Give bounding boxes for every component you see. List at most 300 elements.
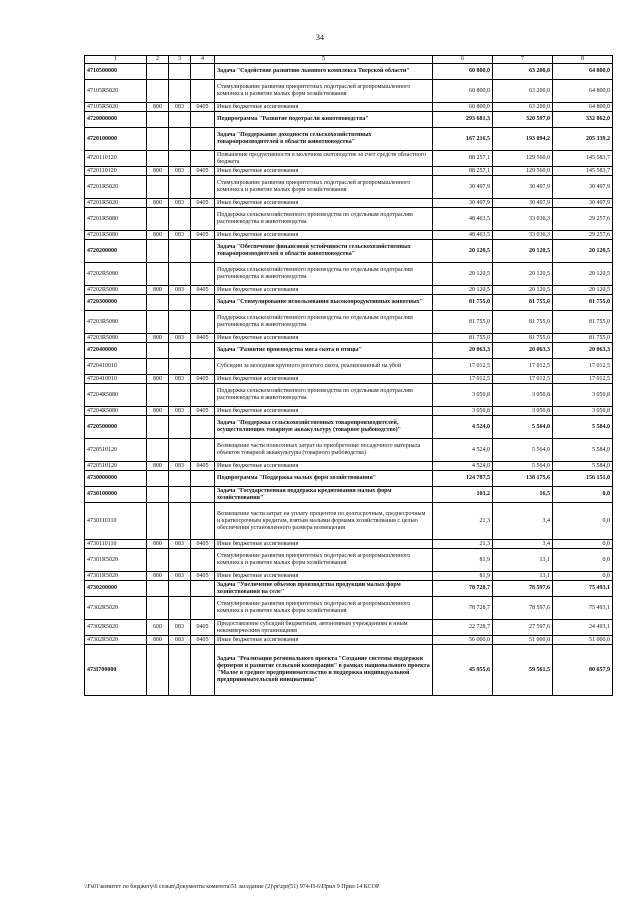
code-cell: 47302R5020 bbox=[85, 620, 147, 636]
section-cell bbox=[191, 151, 215, 167]
ministry-cell bbox=[169, 64, 191, 80]
amount-2019-cell: 88 257,1 bbox=[433, 167, 493, 176]
ministry-cell: 083 bbox=[169, 286, 191, 295]
amount-2020-cell: 17 012,5 bbox=[493, 375, 553, 384]
type-cell: 800 bbox=[147, 334, 169, 343]
table-row bbox=[85, 128, 613, 151]
code-cell: 4720410010 bbox=[85, 359, 147, 375]
ministry-cell bbox=[169, 112, 191, 128]
amount-2020-cell: 13,1 bbox=[493, 549, 553, 572]
amount-2020-cell: 63 200,0 bbox=[493, 64, 553, 80]
table-row bbox=[85, 343, 613, 359]
amount-2021-cell: 156 151,0 bbox=[553, 471, 613, 487]
section-cell bbox=[191, 581, 215, 597]
type-cell: 800 bbox=[147, 286, 169, 295]
table-row bbox=[85, 240, 613, 263]
code-cell: 4720510120 bbox=[85, 462, 147, 471]
type-cell: 800 bbox=[147, 462, 169, 471]
amount-2020-cell: 20 120,5 bbox=[493, 263, 553, 286]
name-cell: Задача "Содействие развитию льняного комплекса Тверской области" bbox=[215, 64, 433, 80]
type-cell bbox=[147, 359, 169, 375]
table-row bbox=[85, 462, 613, 471]
section-cell: 0405 bbox=[191, 540, 215, 549]
amount-2019-cell: 81 755,0 bbox=[433, 311, 493, 334]
amount-2019-cell: 4 524,0 bbox=[433, 439, 493, 462]
table-row bbox=[85, 64, 613, 80]
amount-2021-cell: 20 063,3 bbox=[553, 343, 613, 359]
amount-2019-cell: 48 463,5 bbox=[433, 231, 493, 240]
amount-2020-cell: 30 497,9 bbox=[493, 176, 553, 199]
type-cell bbox=[147, 439, 169, 462]
code-cell: 4720410010 bbox=[85, 375, 147, 384]
code-cell: 47203R5080 bbox=[85, 334, 147, 343]
amount-2021-cell: 5 584,0 bbox=[553, 416, 613, 439]
section-cell: 0405 bbox=[191, 199, 215, 208]
type-cell: 600 bbox=[147, 620, 169, 636]
section-cell bbox=[191, 416, 215, 439]
ministry-cell bbox=[169, 597, 191, 620]
amount-2019-cell: 103,2 bbox=[433, 487, 493, 503]
section-cell bbox=[191, 112, 215, 128]
code-cell: 4710500000 bbox=[85, 64, 147, 80]
ministry-cell bbox=[169, 176, 191, 199]
type-cell bbox=[147, 471, 169, 487]
amount-2021-cell: 81 755,0 bbox=[553, 295, 613, 311]
name-cell: Подпрограмма "Поддержка малых форм хозяйствования" bbox=[215, 471, 433, 487]
code-cell: 4730000000 bbox=[85, 471, 147, 487]
code-cell: 4720110120 bbox=[85, 151, 147, 167]
header-cell: 8 bbox=[553, 56, 613, 64]
ministry-cell bbox=[169, 151, 191, 167]
amount-2020-cell: 59 561,5 bbox=[493, 645, 553, 696]
amount-2019-cell: 88 257,1 bbox=[433, 151, 493, 167]
header-cell: 1 bbox=[85, 56, 147, 64]
ministry-cell bbox=[169, 128, 191, 151]
type-cell: 800 bbox=[147, 199, 169, 208]
section-cell: 0405 bbox=[191, 462, 215, 471]
name-cell: Задача "Стимулирование использования высокопродуктивных животных" bbox=[215, 295, 433, 311]
type-cell bbox=[147, 128, 169, 151]
amount-2019-cell: 60 800,0 bbox=[433, 103, 493, 112]
table-row bbox=[85, 334, 613, 343]
ministry-cell bbox=[169, 343, 191, 359]
amount-2021-cell: 81 755,0 bbox=[553, 334, 613, 343]
section-cell: 0405 bbox=[191, 407, 215, 416]
name-cell: Иные бюджетные ассигнования bbox=[215, 103, 433, 112]
amount-2019-cell: 48 463,5 bbox=[433, 208, 493, 231]
type-cell bbox=[147, 176, 169, 199]
amount-2020-cell: 138 175,6 bbox=[493, 471, 553, 487]
name-cell: Иные бюджетные ассигнования bbox=[215, 286, 433, 295]
section-cell bbox=[191, 439, 215, 462]
ministry-cell bbox=[169, 581, 191, 597]
code-cell: 47302R5020 bbox=[85, 636, 147, 645]
amount-2021-cell: 20 120,5 bbox=[553, 263, 613, 286]
amount-2021-cell: 0,0 bbox=[553, 540, 613, 549]
code-cell: 47202R5080 bbox=[85, 286, 147, 295]
header-cell: 7 bbox=[493, 56, 553, 64]
amount-2021-cell: 0,0 bbox=[553, 487, 613, 503]
amount-2019-cell: 30 497,9 bbox=[433, 199, 493, 208]
name-cell: Стимулирование развития приоритетных подотраслей агропромышленного комплекса и развитие малых форм хозяйствования bbox=[215, 80, 433, 103]
table-row bbox=[85, 581, 613, 597]
amount-2021-cell: 332 862,0 bbox=[553, 112, 613, 128]
section-cell: 0405 bbox=[191, 636, 215, 645]
name-cell: Задача "Развитие производства мяса скота и птицы" bbox=[215, 343, 433, 359]
name-cell: Повышение продуктивности в молочном скотоводстве за счет средств областного бюджета bbox=[215, 151, 433, 167]
section-cell bbox=[191, 503, 215, 540]
name-cell: Поддержка сельскохозяйственного производства по отдельным подотраслям растениеводства и животноводства bbox=[215, 263, 433, 286]
section-cell bbox=[191, 208, 215, 231]
code-cell: 47201R5020 bbox=[85, 199, 147, 208]
name-cell: Предоставление субсидий бюджетным, автономным учреждениям и иным некоммерческим организациям bbox=[215, 620, 433, 636]
amount-2020-cell: 51 000,0 bbox=[493, 636, 553, 645]
name-cell: Стимулирование развития приоритетных подотраслей агропромышленного комплекса и развитие малых форм хозяйствования bbox=[215, 176, 433, 199]
table-row bbox=[85, 208, 613, 231]
section-cell bbox=[191, 295, 215, 311]
amount-2020-cell: 27 597,6 bbox=[493, 620, 553, 636]
name-cell: Возмещение части понесенных затрат на приобретение посадочного материала объектов товарной аквакультуры (товарного рыбоводства) bbox=[215, 439, 433, 462]
amount-2019-cell: 20 120,5 bbox=[433, 263, 493, 286]
name-cell: Иные бюджетные ассигнования bbox=[215, 334, 433, 343]
section-cell: 0405 bbox=[191, 167, 215, 176]
page-number: 34 bbox=[316, 33, 324, 42]
name-cell: Возмещение части затрат на уплату процентов по долгосрочным, среднесрочным и краткосрочным кредитам, взятым малыми формами хозяйствования с целью обеспечения установленного размера возмещения bbox=[215, 503, 433, 540]
amount-2019-cell: 21,3 bbox=[433, 503, 493, 540]
code-cell: 4720510120 bbox=[85, 439, 147, 462]
code-cell: 47204R5080 bbox=[85, 407, 147, 416]
amount-2019-cell: 3 050,8 bbox=[433, 407, 493, 416]
amount-2019-cell: 293 681,3 bbox=[433, 112, 493, 128]
type-cell bbox=[147, 597, 169, 620]
section-cell bbox=[191, 240, 215, 263]
section-cell bbox=[191, 343, 215, 359]
amount-2019-cell: 81,9 bbox=[433, 549, 493, 572]
amount-2020-cell: 78 597,6 bbox=[493, 597, 553, 620]
amount-2021-cell: 3 050,8 bbox=[553, 384, 613, 407]
code-cell: 4720200000 bbox=[85, 240, 147, 263]
name-cell: Задача "Поддержка сельскохозяйственных товаропроизводителей, осуществляющих товарную аквакультуру (товарное рыбоводство)" bbox=[215, 416, 433, 439]
amount-2021-cell: 0,0 bbox=[553, 549, 613, 572]
amount-2019-cell: 30 497,9 bbox=[433, 176, 493, 199]
amount-2019-cell: 60 800,0 bbox=[433, 80, 493, 103]
amount-2021-cell: 20 120,5 bbox=[553, 240, 613, 263]
name-cell: Подпрограмма "Развитие подотрасли животноводства" bbox=[215, 112, 433, 128]
name-cell: Иные бюджетные ассигнования bbox=[215, 462, 433, 471]
type-cell bbox=[147, 64, 169, 80]
ministry-cell bbox=[169, 503, 191, 540]
table-row bbox=[85, 375, 613, 384]
ministry-cell bbox=[169, 311, 191, 334]
amount-2021-cell: 64 800,0 bbox=[553, 80, 613, 103]
ministry-cell bbox=[169, 487, 191, 503]
budget-table bbox=[84, 55, 613, 696]
name-cell: Задача "Увеличение объемов производства продукции малых форм хозяйствования на селе" bbox=[215, 581, 433, 597]
amount-2021-cell: 145 583,7 bbox=[553, 167, 613, 176]
amount-2019-cell: 81 755,0 bbox=[433, 295, 493, 311]
ministry-cell bbox=[169, 208, 191, 231]
table-row bbox=[85, 263, 613, 286]
amount-2019-cell: 17 012,5 bbox=[433, 359, 493, 375]
amount-2021-cell: 5 584,0 bbox=[553, 462, 613, 471]
amount-2019-cell: 21,3 bbox=[433, 540, 493, 549]
ministry-cell: 083 bbox=[169, 231, 191, 240]
amount-2021-cell: 0,0 bbox=[553, 572, 613, 581]
table-header-row bbox=[85, 56, 613, 64]
amount-2021-cell: 5 584,0 bbox=[553, 439, 613, 462]
code-cell: 47301R5020 bbox=[85, 549, 147, 572]
table-row bbox=[85, 549, 613, 572]
table-row bbox=[85, 311, 613, 334]
table-row bbox=[85, 636, 613, 645]
code-cell: 47203R5080 bbox=[85, 311, 147, 334]
amount-2020-cell: 33 036,3 bbox=[493, 231, 553, 240]
name-cell: Иные бюджетные ассигнования bbox=[215, 407, 433, 416]
type-cell bbox=[147, 343, 169, 359]
section-cell bbox=[191, 359, 215, 375]
name-cell: Иные бюджетные ассигнования bbox=[215, 231, 433, 240]
amount-2020-cell: 3,4 bbox=[493, 540, 553, 549]
type-cell bbox=[147, 384, 169, 407]
section-cell bbox=[191, 597, 215, 620]
type-cell: 800 bbox=[147, 375, 169, 384]
amount-2019-cell: 22 728,7 bbox=[433, 620, 493, 636]
amount-2021-cell: 80 657,9 bbox=[553, 645, 613, 696]
amount-2020-cell: 81 755,0 bbox=[493, 334, 553, 343]
ministry-cell: 083 bbox=[169, 636, 191, 645]
amount-2020-cell: 13,1 bbox=[493, 572, 553, 581]
section-cell bbox=[191, 549, 215, 572]
section-cell: 0405 bbox=[191, 103, 215, 112]
ministry-cell bbox=[169, 263, 191, 286]
table-row bbox=[85, 416, 613, 439]
amount-2020-cell: 20 120,5 bbox=[493, 240, 553, 263]
code-cell: 4720500000 bbox=[85, 416, 147, 439]
ministry-cell: 083 bbox=[169, 540, 191, 549]
amount-2021-cell: 24 493,1 bbox=[553, 620, 613, 636]
amount-2019-cell: 3 050,8 bbox=[433, 384, 493, 407]
table-row bbox=[85, 572, 613, 581]
type-cell bbox=[147, 416, 169, 439]
type-cell bbox=[147, 295, 169, 311]
header-cell: 3 bbox=[169, 56, 191, 64]
amount-2020-cell: 20 063,3 bbox=[493, 343, 553, 359]
code-cell: 47201R5080 bbox=[85, 208, 147, 231]
amount-2020-cell: 81 755,0 bbox=[493, 295, 553, 311]
code-cell: 4720110120 bbox=[85, 167, 147, 176]
section-cell: 0405 bbox=[191, 572, 215, 581]
type-cell bbox=[147, 151, 169, 167]
amount-2020-cell: 5 564,0 bbox=[493, 439, 553, 462]
section-cell bbox=[191, 128, 215, 151]
amount-2019-cell: 4 524,0 bbox=[433, 416, 493, 439]
name-cell: Стимулирование развития приоритетных подотраслей агропромышленного комплекса и развитие малых форм хозяйствования bbox=[215, 549, 433, 572]
amount-2019-cell: 56 000,0 bbox=[433, 636, 493, 645]
type-cell bbox=[147, 581, 169, 597]
table-row bbox=[85, 471, 613, 487]
name-cell: Задача "Государственная поддержка кредитования малых форм хозяйствования" bbox=[215, 487, 433, 503]
amount-2019-cell: 167 216,5 bbox=[433, 128, 493, 151]
amount-2021-cell: 29 257,6 bbox=[553, 231, 613, 240]
amount-2020-cell: 129 560,0 bbox=[493, 167, 553, 176]
amount-2021-cell: 30 497,9 bbox=[553, 176, 613, 199]
ministry-cell bbox=[169, 295, 191, 311]
amount-2020-cell: 5 564,0 bbox=[493, 462, 553, 471]
amount-2019-cell: 78 728,7 bbox=[433, 597, 493, 620]
amount-2021-cell: 64 800,0 bbox=[553, 103, 613, 112]
amount-2020-cell: 129 560,0 bbox=[493, 151, 553, 167]
amount-2019-cell: 60 800,0 bbox=[433, 64, 493, 80]
name-cell: Иные бюджетные ассигнования bbox=[215, 636, 433, 645]
name-cell: Поддержка сельскохозяйственного производства по отдельным подотраслям растениеводства и животноводства bbox=[215, 208, 433, 231]
name-cell: Поддержка сельскохозяйственного производства по отдельным подотраслям растениеводства и животноводства bbox=[215, 384, 433, 407]
section-cell bbox=[191, 645, 215, 696]
amount-2021-cell: 51 000,0 bbox=[553, 636, 613, 645]
code-cell: 47204R5080 bbox=[85, 384, 147, 407]
amount-2020-cell: 81 755,0 bbox=[493, 311, 553, 334]
amount-2019-cell: 78 728,7 bbox=[433, 581, 493, 597]
table-row bbox=[85, 597, 613, 620]
type-cell bbox=[147, 549, 169, 572]
header-cell: 6 bbox=[433, 56, 493, 64]
table-row bbox=[85, 167, 613, 176]
table-row bbox=[85, 384, 613, 407]
amount-2021-cell: 205 339,2 bbox=[553, 128, 613, 151]
type-cell bbox=[147, 503, 169, 540]
amount-2019-cell: 20 120,5 bbox=[433, 240, 493, 263]
type-cell bbox=[147, 112, 169, 128]
section-cell bbox=[191, 487, 215, 503]
type-cell bbox=[147, 80, 169, 103]
code-cell: 4720300000 bbox=[85, 295, 147, 311]
amount-2020-cell: 3,4 bbox=[493, 503, 553, 540]
table-row bbox=[85, 359, 613, 375]
table-row bbox=[85, 103, 613, 112]
name-cell: Поддержка сельскохозяйственного производства по отдельным подотраслям растениеводства и животноводства bbox=[215, 311, 433, 334]
ministry-cell bbox=[169, 240, 191, 263]
type-cell: 800 bbox=[147, 103, 169, 112]
amount-2021-cell: 30 497,9 bbox=[553, 199, 613, 208]
table-row bbox=[85, 112, 613, 128]
code-cell: 4730200000 bbox=[85, 581, 147, 597]
amount-2019-cell: 45 955,6 bbox=[433, 645, 493, 696]
amount-2019-cell: 20 063,3 bbox=[433, 343, 493, 359]
type-cell bbox=[147, 487, 169, 503]
type-cell: 800 bbox=[147, 407, 169, 416]
amount-2020-cell: 17 012,5 bbox=[493, 359, 553, 375]
table-row bbox=[85, 80, 613, 103]
code-cell: 47105R5020 bbox=[85, 103, 147, 112]
name-cell: Задача "Поддержание доходности сельскохозяйственных товаропроизводителей в области животноводства" bbox=[215, 128, 433, 151]
name-cell: Иные бюджетные ассигнования bbox=[215, 199, 433, 208]
section-cell bbox=[191, 384, 215, 407]
table-row bbox=[85, 620, 613, 636]
type-cell: 800 bbox=[147, 540, 169, 549]
name-cell: Субсидии за молодняк крупного рогатого скота, реализованный на убой bbox=[215, 359, 433, 375]
table-row bbox=[85, 407, 613, 416]
table-row bbox=[85, 540, 613, 549]
name-cell: Стимулирование развития приоритетных подотраслей агропромышленного комплекса и развитие малых форм хозяйствования bbox=[215, 597, 433, 620]
type-cell bbox=[147, 208, 169, 231]
code-cell: 4720400000 bbox=[85, 343, 147, 359]
code-cell: 47201R5020 bbox=[85, 176, 147, 199]
table-row bbox=[85, 231, 613, 240]
amount-2021-cell: 0,0 bbox=[553, 503, 613, 540]
header-cell: 5 bbox=[215, 56, 433, 64]
amount-2020-cell: 78 597,6 bbox=[493, 581, 553, 597]
ministry-cell bbox=[169, 549, 191, 572]
section-cell bbox=[191, 176, 215, 199]
table-row bbox=[85, 176, 613, 199]
code-cell: 47302R5020 bbox=[85, 597, 147, 620]
type-cell: 800 bbox=[147, 636, 169, 645]
amount-2020-cell: 3 050,8 bbox=[493, 384, 553, 407]
code-cell: 4730110110 bbox=[85, 503, 147, 540]
header-cell: 2 bbox=[147, 56, 169, 64]
name-cell: Иные бюджетные ассигнования bbox=[215, 375, 433, 384]
table-row bbox=[85, 151, 613, 167]
ministry-cell: 083 bbox=[169, 167, 191, 176]
amount-2019-cell: 124 787,5 bbox=[433, 471, 493, 487]
amount-2019-cell: 20 120,5 bbox=[433, 286, 493, 295]
footer-file-path: \\Fs01\комитет по бюджету\6 созыв\Документы комитета\51 заседание (2)\pr\zpr(51) 974-П-6\Прил 9 Прил 14 КСОР bbox=[84, 884, 380, 890]
code-cell: 47202R5080 bbox=[85, 263, 147, 286]
amount-2021-cell: 17 012,5 bbox=[553, 375, 613, 384]
amount-2020-cell: 20 120,5 bbox=[493, 286, 553, 295]
ministry-cell: 083 bbox=[169, 334, 191, 343]
amount-2020-cell: 16,5 bbox=[493, 487, 553, 503]
amount-2020-cell: 193 094,2 bbox=[493, 128, 553, 151]
amount-2020-cell: 30 497,9 bbox=[493, 199, 553, 208]
ministry-cell: 083 bbox=[169, 572, 191, 581]
section-cell bbox=[191, 263, 215, 286]
header-cell: 4 bbox=[191, 56, 215, 64]
type-cell bbox=[147, 263, 169, 286]
type-cell bbox=[147, 311, 169, 334]
table-row bbox=[85, 295, 613, 311]
code-cell: 4720100000 bbox=[85, 128, 147, 151]
code-cell: 47201R5080 bbox=[85, 231, 147, 240]
section-cell: 0405 bbox=[191, 334, 215, 343]
amount-2020-cell: 3 050,8 bbox=[493, 407, 553, 416]
amount-2019-cell: 4 524,0 bbox=[433, 462, 493, 471]
ministry-cell: 083 bbox=[169, 199, 191, 208]
name-cell: Задача "Реализация регионального проекта "Создание системы поддержки фермеров и развитие сельской кооперации" в рамках национального проекта "Малое и среднее предпринимательство и поддержка индивидуальной предпринимательской инициативы" bbox=[215, 645, 433, 696]
code-cell: 47301R5020 bbox=[85, 572, 147, 581]
ministry-cell bbox=[169, 645, 191, 696]
amount-2019-cell: 81 755,0 bbox=[433, 334, 493, 343]
type-cell: 800 bbox=[147, 572, 169, 581]
table-row bbox=[85, 439, 613, 462]
ministry-cell: 083 bbox=[169, 620, 191, 636]
name-cell: Иные бюджетные ассигнования bbox=[215, 540, 433, 549]
code-cell: 47105R5020 bbox=[85, 80, 147, 103]
table-row bbox=[85, 503, 613, 540]
amount-2020-cell: 63 200,0 bbox=[493, 80, 553, 103]
ministry-cell: 083 bbox=[169, 462, 191, 471]
amount-2021-cell: 64 800,0 bbox=[553, 64, 613, 80]
table-row bbox=[85, 199, 613, 208]
table-row bbox=[85, 645, 613, 696]
ministry-cell bbox=[169, 439, 191, 462]
section-cell bbox=[191, 80, 215, 103]
section-cell: 0405 bbox=[191, 620, 215, 636]
amount-2019-cell: 17 012,5 bbox=[433, 375, 493, 384]
section-cell bbox=[191, 64, 215, 80]
amount-2021-cell: 3 050,8 bbox=[553, 407, 613, 416]
code-cell: 4720000000 bbox=[85, 112, 147, 128]
amount-2020-cell: 5 564,0 bbox=[493, 416, 553, 439]
